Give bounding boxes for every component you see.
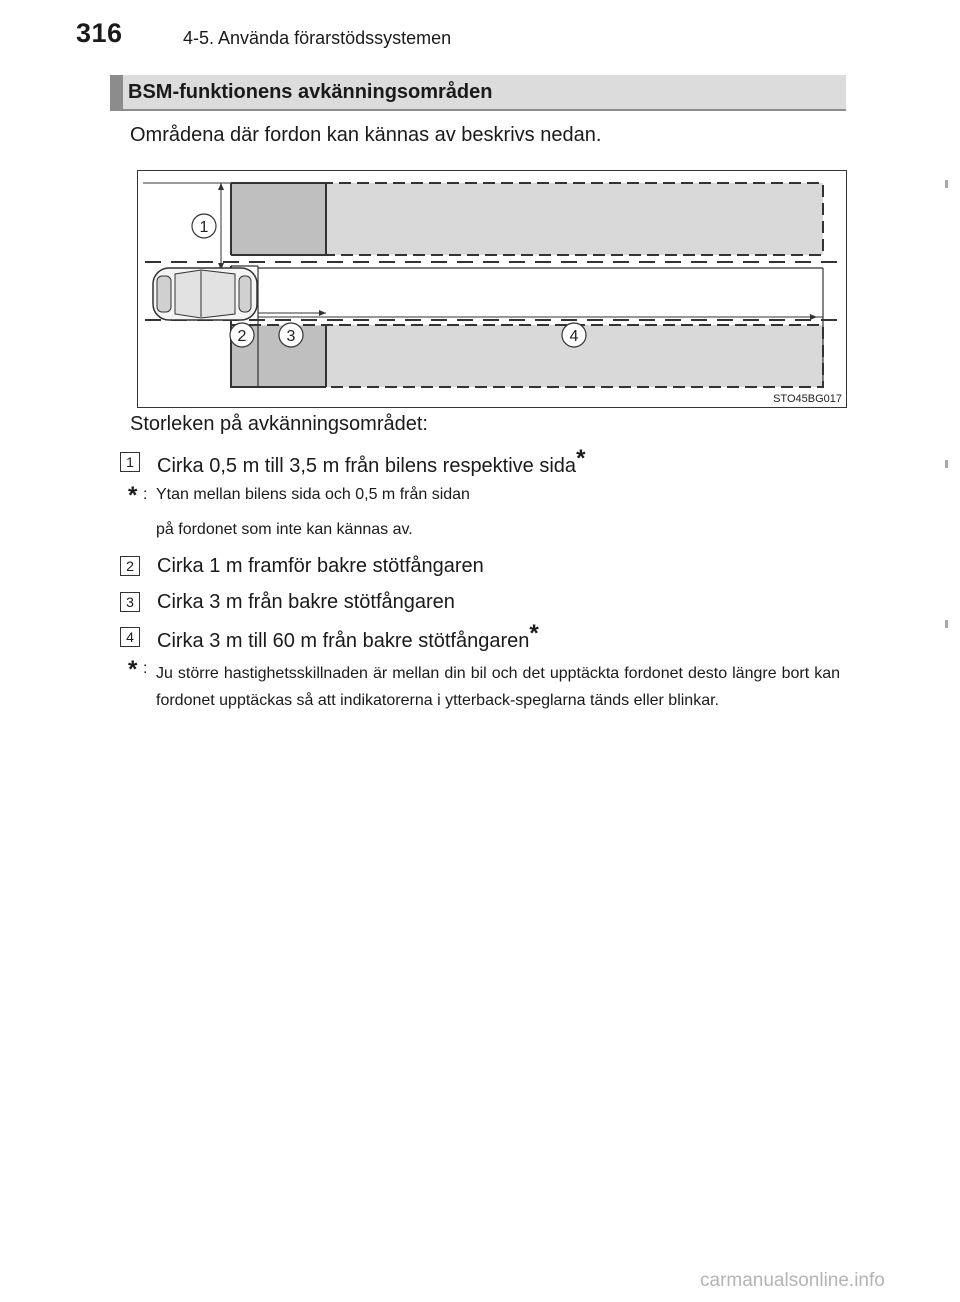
callout-2 bbox=[230, 323, 254, 347]
watermark: carmanualsonline.info bbox=[700, 1270, 885, 1291]
item-1-star: * bbox=[576, 445, 586, 472]
chapter-title: 4-5. Använda förarstödssystemen bbox=[183, 28, 452, 48]
zone-upper-near bbox=[232, 184, 326, 254]
figure-code: STO45BG017 bbox=[773, 393, 842, 405]
margin-mark bbox=[945, 460, 948, 468]
callout-4 bbox=[562, 323, 586, 347]
item-4-number: 4 bbox=[120, 627, 140, 647]
item-4-star: * bbox=[529, 620, 539, 647]
margin-mark bbox=[945, 180, 948, 188]
margin-mark bbox=[945, 620, 948, 628]
intro-text: Områdena där fordon kan kännas av beskrivs nedan. bbox=[130, 124, 602, 146]
item-2-number: 2 bbox=[120, 556, 140, 576]
detection-area-figure bbox=[137, 170, 847, 408]
callout-1-label: 1 bbox=[199, 219, 209, 236]
note-1-line-2: på fordonet som inte kan kännas av. bbox=[156, 521, 413, 538]
item-1-number: 1 bbox=[120, 452, 140, 472]
item-2-text: Cirka 1 m framför bakre stötfångaren bbox=[157, 555, 484, 577]
detection-area-diagram bbox=[137, 170, 847, 408]
callout-4-label: 4 bbox=[569, 328, 579, 345]
callout-2-label: 2 bbox=[237, 328, 247, 345]
section-header bbox=[110, 75, 846, 111]
item-4-text: Cirka 3 m till 60 m från bakre stötfångaren* bbox=[157, 620, 539, 652]
item-1-text: Cirka 0,5 m till 3,5 m från bilens respektive sida* bbox=[157, 445, 586, 477]
size-heading: Storleken på avkänningsområdet: bbox=[130, 413, 428, 435]
section-title: BSM-funktionens avkänningsområden bbox=[128, 81, 493, 103]
car-icon bbox=[153, 268, 257, 320]
callout-1 bbox=[192, 214, 216, 238]
item-3-text: Cirka 3 m från bakre stötfångaren bbox=[157, 591, 455, 613]
note-2-text: Ju större hastighetsskillnaden är mellan din bil och det upptäckta fordonet desto längre bort kan fordonet upptäckas så att indikatorerna i ytterback-speglarna tänds eller blinkar. bbox=[156, 665, 840, 709]
note-1-line-1: Ytan mellan bilens sida och 0,5 m från sidan bbox=[156, 486, 470, 503]
note-2-marker: * bbox=[128, 656, 138, 683]
page-number: 316 bbox=[76, 18, 123, 48]
item-3-number: 3 bbox=[120, 592, 140, 612]
note-1-marker: * bbox=[128, 482, 138, 509]
callout-3 bbox=[279, 323, 303, 347]
note-1-colon: : bbox=[143, 486, 148, 503]
note-2-colon: : bbox=[143, 660, 148, 677]
callout-3-label: 3 bbox=[286, 328, 296, 345]
section-header-bar bbox=[110, 75, 123, 109]
